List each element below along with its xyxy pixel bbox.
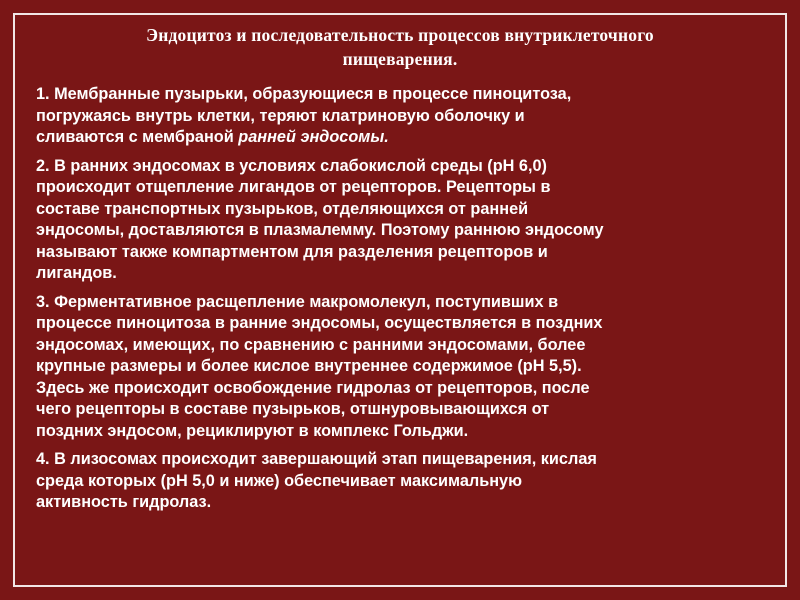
paragraph-text: сливаются с мембраной <box>36 128 239 146</box>
paragraph-line: эндосомах, имеющих, по сравнению с ранними эндосомами, более <box>36 335 586 354</box>
paragraph-line: эндосомы, доставляются в плазмалемму. Поэтому раннюю эндосому <box>36 221 604 239</box>
paragraph-line: 1. Мембранные пузырьки, образующиеся в процессе пиноцитоза, <box>36 85 572 103</box>
paragraph-line: активность гидролаз. <box>36 493 212 511</box>
paragraph-line: Здесь же происходит освобождение гидролаз от рецепторов, после <box>36 378 590 397</box>
paragraph-line: 2. В ранних эндосомах в условиях слабокислой среды (pH 6,0) <box>36 156 547 175</box>
slide-title <box>60 23 740 71</box>
paragraph-4 <box>36 449 776 514</box>
paragraph-1 <box>36 84 776 149</box>
slide-body <box>36 84 776 521</box>
paragraph-line: процессе пиноцитоза в ранние эндосомы, осуществляется в поздних <box>36 314 603 332</box>
paragraph-line: называют также компартментом для разделения рецепторов и <box>36 242 548 261</box>
title-line-1: Эндоцитоз и последовательность процессов внутриклеточного <box>146 25 654 45</box>
paragraph-line: 3. Ферментативное расщепление макромолекул, поступивших в <box>36 292 559 311</box>
paragraph-line: составе транспортных пузырьков, отделяющихся от ранней <box>36 199 529 218</box>
paragraph-line: происходит отщепление лигандов от рецепторов. Рецепторы в <box>36 178 551 196</box>
paragraph-line <box>36 127 776 149</box>
paragraph-line: лигандов. <box>36 264 117 282</box>
paragraph-line: среда которых (pH 5,0 и ниже) обеспечивает максимальную <box>36 471 523 490</box>
title-line-2: пищеварения. <box>342 49 458 69</box>
paragraph-3 <box>36 292 776 443</box>
paragraph-line: 4. В лизосомах происходит завершающий этап пищеварения, кислая <box>36 450 597 468</box>
paragraph-line: поздних эндосом, рециклируют в комплекс Гольджи. <box>36 421 469 440</box>
paragraph-2 <box>36 156 776 285</box>
paragraph-line: погружаясь внутрь клетки, теряют клатриновую оболочку и <box>36 106 525 125</box>
emphasized-term: ранней эндосомы. <box>238 128 389 146</box>
paragraph-line: чего рецепторы в составе пузырьков, отшнуровывающихся от <box>36 400 550 418</box>
paragraph-line: крупные размеры и более кислое внутреннее содержимое (pH 5,5). <box>36 357 582 375</box>
